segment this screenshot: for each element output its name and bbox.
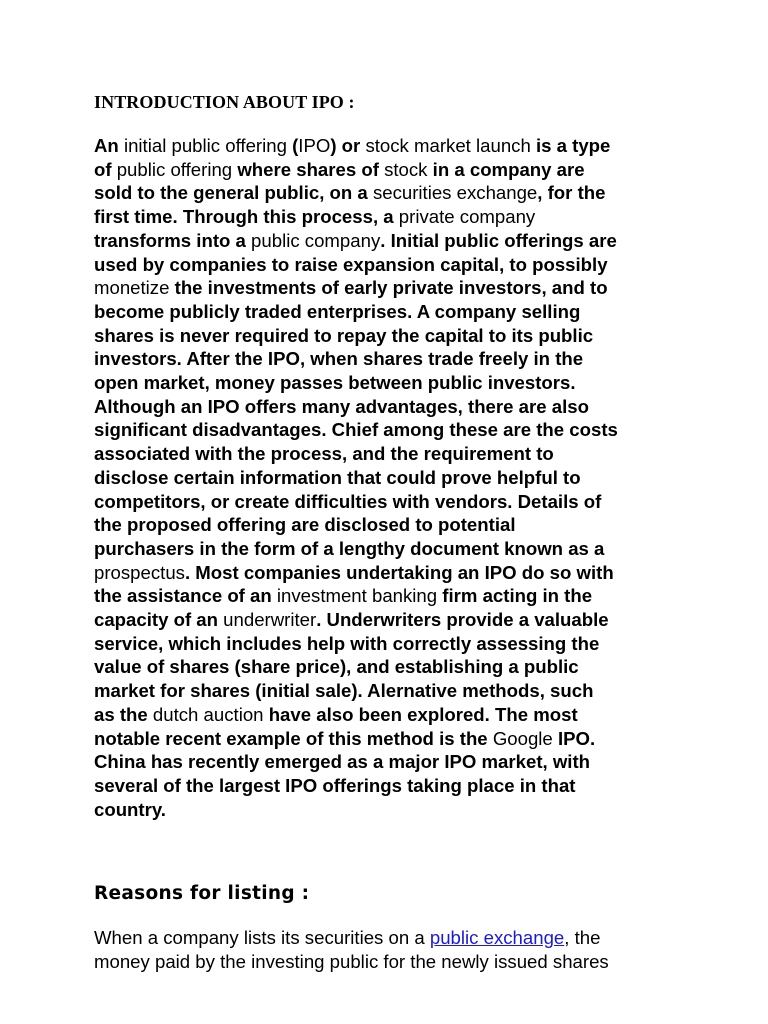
bold-text-run: Although an IPO offers many advantages, there are also	[94, 395, 589, 417]
intro-line	[94, 395, 694, 419]
intro-line	[94, 181, 694, 205]
reasons-line-1	[94, 926, 694, 950]
bold-text-run: competitors, or create difficulties with vendors. Details of	[94, 490, 602, 512]
bold-text-run: of	[94, 158, 117, 180]
regular-text-run: prospectus	[94, 561, 185, 583]
bold-text-run: sold to the general public, on a	[94, 182, 373, 204]
intro-line	[94, 537, 694, 561]
regular-text-run: public offering	[116, 158, 238, 180]
reasons-text-after-link: , the	[564, 927, 601, 949]
bold-text-run: value of shares (share price), and establishing a public	[94, 656, 579, 678]
page-title: INTRODUCTION ABOUT IPO :	[94, 92, 355, 112]
regular-text-run: stock market launch	[365, 135, 536, 156]
bold-text-run: capacity of an	[94, 609, 224, 631]
intro-paragraph	[94, 134, 694, 821]
bold-text-run: . Most companies undertaking an IPO do so with	[184, 561, 614, 583]
intro-line	[94, 608, 694, 632]
reasons-text-before-link: When a company lists its securities on a	[94, 927, 430, 949]
intro-line	[94, 513, 694, 537]
regular-text-run: underwriter	[223, 609, 317, 631]
bold-text-run: where shares of	[237, 158, 385, 180]
bold-text-run: . Initial public offerings are	[380, 229, 617, 251]
bold-text-run: the investments of early private investors, and to	[174, 277, 608, 299]
regular-text-run: initial public offering	[123, 135, 293, 156]
bold-text-run: transforms into a	[94, 229, 252, 251]
regular-text-run: monetize	[94, 277, 175, 299]
intro-line	[94, 655, 694, 679]
bold-text-run: the proposed offering are disclosed to potential	[94, 514, 516, 536]
regular-text-run: IPO	[298, 135, 331, 156]
regular-text-run: private company	[398, 206, 536, 228]
reasons-heading: Reasons for listing :	[94, 883, 310, 905]
bold-text-run: firm acting in the	[442, 585, 593, 607]
bold-text-run: become publicly traded enterprises. A company selling	[94, 300, 581, 322]
bold-text-run: ) or	[330, 135, 366, 156]
intro-line	[94, 229, 694, 253]
bold-text-run: first time. Through this process, a	[94, 206, 399, 228]
regular-text-run: Google	[492, 727, 558, 749]
bold-text-run: IPO.	[557, 727, 596, 749]
intro-line	[94, 727, 694, 751]
bold-text-run: shares is never required to repay the capital to its public	[94, 324, 594, 346]
regular-text-run: stock	[384, 158, 433, 180]
intro-line	[94, 158, 694, 182]
bold-text-run: service, which includes help with correctly assessing the	[94, 632, 600, 654]
intro-line	[94, 253, 694, 277]
bold-text-run: as the	[94, 703, 153, 725]
reasons-paragraph	[94, 926, 694, 973]
intro-line	[94, 584, 694, 608]
intro-line	[94, 442, 694, 466]
bold-text-run: , for the	[537, 182, 606, 204]
bold-text-run: country.	[94, 798, 166, 820]
intro-line	[94, 347, 694, 371]
intro-line	[94, 703, 694, 727]
document-page	[94, 92, 694, 974]
bold-text-run: is a type	[535, 135, 611, 156]
intro-line	[94, 679, 694, 703]
reasons-line-2: money paid by the investing public for the newly issued shares	[94, 951, 609, 973]
intro-line	[94, 466, 694, 490]
intro-line	[94, 134, 694, 158]
bold-text-run: . Underwriters provide a valuable	[316, 609, 609, 631]
bold-text-run: significant disadvantages. Chief among these are the costs	[94, 419, 618, 441]
public-exchange-link[interactable]: public exchange	[429, 927, 565, 949]
intro-line	[94, 324, 694, 348]
bold-text-run: China has recently emerged as a major IPO market, with	[94, 751, 591, 773]
bold-text-run: (	[292, 135, 299, 156]
bold-text-run: associated with the process, and the requirement to	[94, 443, 554, 465]
intro-line	[94, 418, 694, 442]
intro-line	[94, 205, 694, 229]
regular-text-run: securities exchange	[372, 182, 538, 204]
bold-text-run: market for shares (initial sale). Alernative methods, such	[94, 680, 594, 702]
bold-text-run: used by companies to raise expansion capital, to possibly	[94, 253, 608, 275]
regular-text-run: investment banking	[276, 585, 443, 607]
intro-line	[94, 632, 694, 656]
intro-line	[94, 750, 694, 774]
bold-text-run: An	[94, 135, 124, 156]
bold-text-run: purchasers in the form of a lengthy document known as a	[94, 537, 605, 559]
intro-line	[94, 490, 694, 514]
regular-text-run: public company	[251, 229, 381, 251]
intro-line	[94, 561, 694, 585]
intro-line	[94, 798, 694, 822]
intro-line	[94, 300, 694, 324]
bold-text-run: the assistance of an	[94, 585, 277, 607]
bold-text-run: investors. After the IPO, when shares trade freely in the	[94, 348, 584, 370]
intro-line	[94, 774, 694, 798]
bold-text-run: notable recent example of this method is the	[94, 727, 493, 749]
bold-text-run: disclose certain information that could prove helpful to	[94, 466, 581, 488]
bold-text-run: open market, money passes between public investors.	[94, 372, 576, 394]
intro-line	[94, 371, 694, 395]
regular-text-run: dutch auction	[152, 703, 269, 725]
intro-line	[94, 276, 694, 300]
bold-text-run: several of the largest IPO offerings taking place in that	[94, 774, 576, 796]
bold-text-run: in a company are	[432, 158, 585, 180]
bold-text-run: have also been explored. The most	[268, 703, 578, 725]
